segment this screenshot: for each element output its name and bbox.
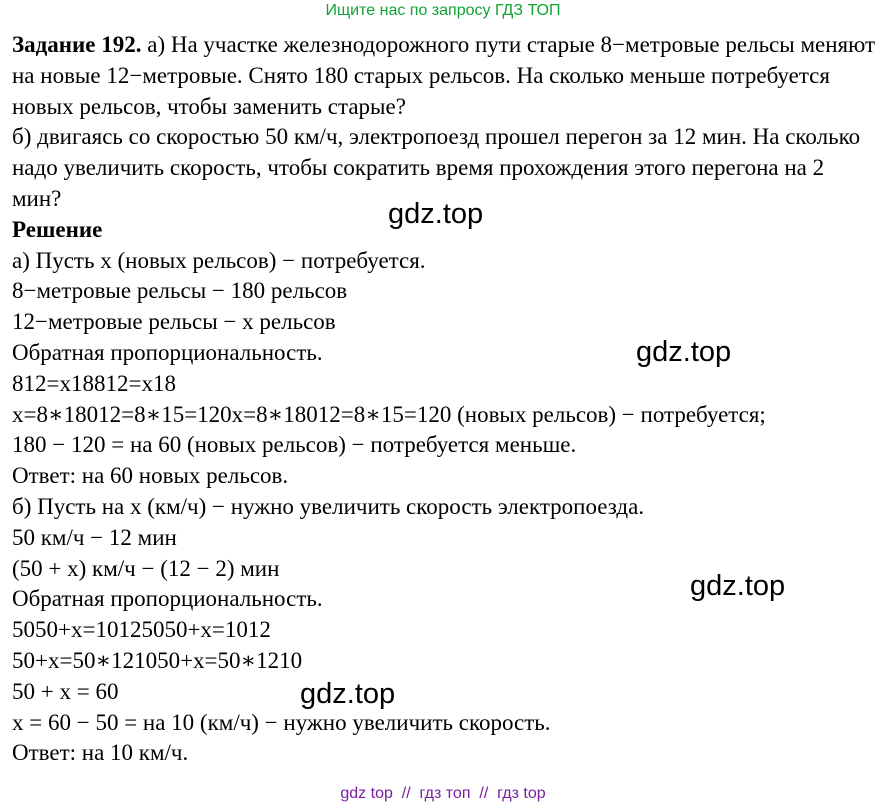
solution-line: x=8∗18012=8∗15=120x=8∗18012=8∗15=120 (новых рельсов) − потребуется;: [12, 401, 766, 427]
footer-links: gdz top // гдз топ // гдз top: [340, 785, 546, 802]
solution-line: 812=x18812=x18: [12, 370, 176, 396]
solution-line: 50 + x = 60: [12, 678, 119, 704]
solution-heading: Решение: [12, 216, 103, 242]
solution-line: 180 − 120 = на 60 (новых рельсов) − потребуется меньше.: [12, 432, 577, 458]
task-text-b: б) двигаясь со скоростью 50 км/ч, электропоезд прошел перегон за 12 мин. На сколько надо увеличить скорость, чтобы сократить время прохождения этого перегона на 2 мин?: [12, 124, 861, 211]
solution-line: 50 км/ч − 12 мин: [12, 524, 177, 550]
task-text-a: а) На участке железнодорожного пути старые 8−метровые рельсы меняют на новые 12−метровые. Снято 180 старых рельсов. На сколько меньше потребуется новых рельсов, чтобы заменить старые?: [12, 32, 876, 119]
document-body: [12, 30, 878, 769]
solution-line: а) Пусть x (новых рельсов) − потребуется.: [12, 247, 426, 273]
solution-line: Обратная пропорциональность.: [12, 586, 323, 612]
solution-line: 50+x=50∗121050+x=50∗1210: [12, 647, 303, 673]
watermark: gdz.top: [636, 336, 732, 368]
solution-line: Ответ: на 60 новых рельсов.: [12, 463, 289, 489]
top-banner: Ищите нас по запросу ГДЗ ТОП: [325, 2, 561, 19]
solution-line: 8−метровые рельсы − 180 рельсов: [12, 278, 348, 304]
solution-line: Ответ: на 10 км/ч.: [12, 740, 189, 766]
solution-line: б) Пусть на x (км/ч) − нужно увеличить скорость электропоезда.: [12, 493, 645, 519]
solution-line: x = 60 − 50 = на 10 (км/ч) − нужно увеличить скорость.: [12, 709, 551, 735]
solution-line: 12−метровые рельсы − x рельсов: [12, 309, 336, 335]
watermark: gdz.top: [300, 678, 396, 710]
solution-line: Обратная пропорциональность.: [12, 339, 323, 365]
watermark: gdz.top: [690, 570, 786, 602]
watermark: gdz.top: [388, 198, 484, 230]
task-statement-a: [12, 30, 878, 122]
task-number: Задание 192.: [12, 32, 142, 57]
solution-line: 5050+x=10125050+x=1012: [12, 617, 271, 643]
solution-line: (50 + x) км/ч − (12 − 2) мин: [12, 555, 280, 581]
